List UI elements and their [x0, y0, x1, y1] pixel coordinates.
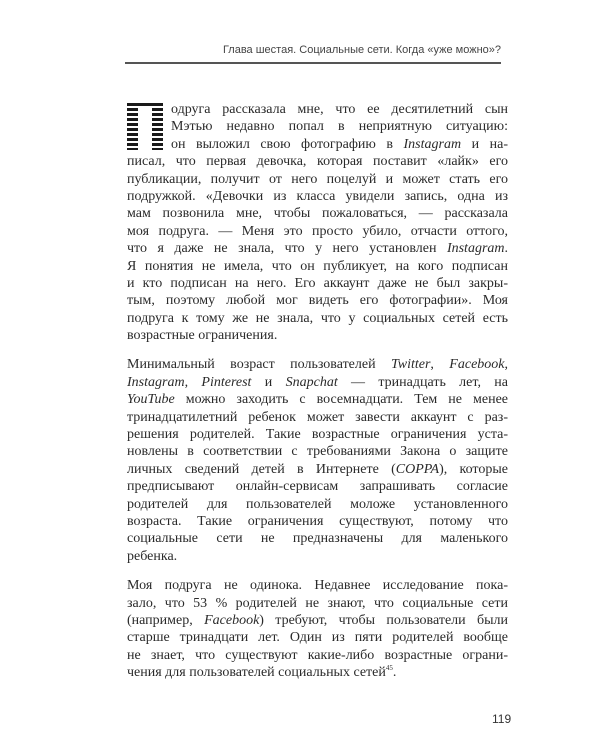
- paragraph-3: [127, 577, 508, 681]
- text-line: [127, 530, 508, 547]
- text-segment: Мэтью недавно попал в неприятную ситуацию:: [171, 119, 508, 135]
- text-line: [127, 275, 508, 292]
- text-line: [127, 292, 508, 309]
- italic-text: YouTube: [127, 392, 175, 408]
- text-segment: ,: [184, 374, 202, 390]
- text-line: [127, 205, 508, 222]
- paragraph-1: [127, 101, 508, 344]
- text-segment: и: [251, 374, 286, 390]
- italic-text: Facebook: [204, 612, 260, 628]
- text-segment: ) требуют, чтобы пользователи были: [259, 612, 508, 628]
- text-segment: социальные сети не предназначены для маленького: [127, 531, 508, 547]
- text-segment: чения для пользователей социальных сетей: [127, 665, 386, 681]
- text-segment: возраста. Такие ограничения существуют, потому что: [127, 513, 508, 529]
- text-segment: подруга к тому же не знала, что у социальных сетей есть: [127, 310, 508, 326]
- text-line: [127, 461, 508, 478]
- text-line: [127, 409, 508, 426]
- text-segment: .: [504, 241, 508, 257]
- text-segment: — тринадцать лет, на: [337, 374, 508, 390]
- text-segment: Минимальный возраст пользователей: [127, 357, 391, 373]
- text-line: [171, 118, 508, 135]
- text-line: [171, 136, 508, 153]
- text-segment: не знает, что существуют какие-либо возрастные ограни-: [127, 647, 508, 663]
- text-segment: Я понятия не имела, что он публикует, на кого подписан: [127, 258, 508, 274]
- text-line: [127, 374, 508, 391]
- paragraph-2: [127, 356, 508, 565]
- text-segment: мам позвонила мне, чтобы пожаловаться, — рассказала: [127, 206, 508, 222]
- running-header: Глава шестая. Социальные сети. Когда «уже можно»?: [222, 44, 501, 56]
- text-line: [127, 612, 508, 629]
- body-text: [127, 101, 508, 682]
- text-segment: одруга рассказала мне, что ее десятилетний сын: [171, 102, 508, 117]
- text-segment: он выложил свою фотографию в: [171, 136, 404, 152]
- footnote-ref: 45: [385, 664, 393, 673]
- text-segment: можно заходить с восемнадцати. Тем не менее: [174, 392, 508, 408]
- text-line: [127, 327, 508, 344]
- text-line: [127, 426, 508, 443]
- text-line: [127, 513, 508, 530]
- text-segment: писал, что первая девочка, которая поставит «лайк» его: [127, 154, 508, 170]
- italic-text: Instagram: [446, 241, 505, 257]
- italic-text: Facebook: [449, 357, 505, 373]
- text-segment: зало, что 53 % родителей не знают, что социальные сети: [127, 595, 508, 611]
- text-segment: подружкой. «Девочки из класса увидели запись, одна из: [127, 188, 508, 204]
- text-segment: что я даже не знала, что у него установлен: [127, 241, 447, 257]
- text-line: [127, 647, 508, 664]
- text-segment: и кто подписан на него. Его аккаунт даже не был закры-: [127, 275, 508, 291]
- text-segment: тринадцатилетний ребенок может завести аккаунт с раз-: [127, 409, 508, 425]
- header-rule: [125, 62, 501, 64]
- italic-text: Pinterest: [201, 374, 252, 390]
- text-line: [127, 391, 508, 408]
- italic-text: Snapchat: [285, 374, 338, 390]
- text-line: [127, 223, 508, 240]
- text-segment: ребенка.: [127, 548, 178, 564]
- italic-text: Instagram: [127, 374, 185, 390]
- text-line: [127, 548, 508, 565]
- text-line: [127, 443, 508, 460]
- text-segment: ), которые: [439, 461, 508, 477]
- text-segment: тым, поэтому любой мог видеть его фотографии». Моя: [127, 293, 508, 309]
- text-line: [171, 101, 508, 118]
- text-line: [127, 310, 508, 327]
- text-segment: (например,: [127, 612, 205, 628]
- italic-text: Instagram: [403, 136, 462, 152]
- text-line: [127, 478, 508, 495]
- text-line: [127, 258, 508, 275]
- page-number: 119: [492, 712, 512, 726]
- text-segment: личных сведений детей в Интернете (: [127, 461, 396, 477]
- text-line: [127, 240, 508, 257]
- text-segment: предписывают онлайн-сервисам запрашивать согласие: [127, 479, 508, 495]
- text-line: [127, 153, 508, 170]
- text-segment: возрастные ограничения.: [127, 328, 278, 344]
- text-segment: моя подруга. — Меня это просто убило, отчасти оттого,: [127, 223, 508, 239]
- text-line: [127, 629, 508, 646]
- text-segment: решения родителей. Такие возрастные ограничения уста-: [127, 427, 508, 443]
- italic-text: Twitter: [390, 357, 431, 373]
- text-segment: публикации, получит от него поцелуй и может стать его: [127, 171, 508, 187]
- text-segment: ,: [430, 357, 450, 373]
- text-line: [127, 577, 508, 594]
- text-segment: родителей для пользователей моложе установленного: [127, 496, 508, 512]
- text-line: [127, 171, 508, 188]
- text-segment: ,: [504, 357, 508, 373]
- text-line: [127, 188, 508, 205]
- italic-text: COPPA: [395, 461, 440, 477]
- text-segment: старше тринадцати лет. Один из пяти родителей вообще: [127, 630, 508, 646]
- text-segment: новлены в соответствии с требованиями Закона о защите: [127, 444, 508, 460]
- text-segment: Моя подруга не одинока. Недавнее исследование пока-: [127, 578, 508, 594]
- text-line: [127, 496, 508, 513]
- text-line: [127, 356, 508, 373]
- text-segment: .: [392, 665, 397, 681]
- text-segment: и на-: [461, 136, 508, 152]
- text-line: [127, 595, 508, 612]
- text-line: [127, 664, 508, 681]
